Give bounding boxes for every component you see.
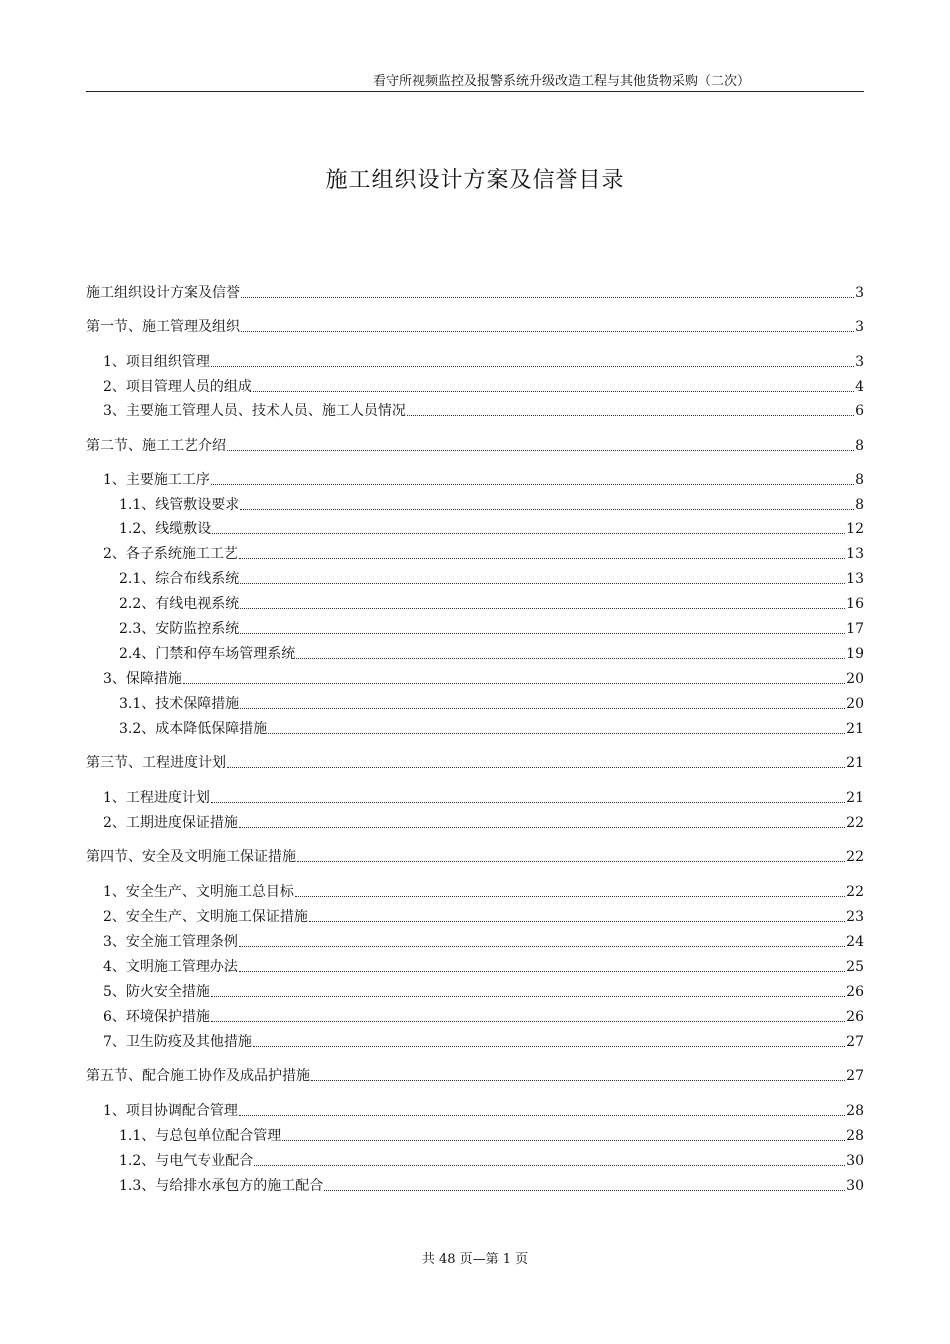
toc-entry-page-number: 3: [855, 354, 864, 370]
toc-entry[interactable]: [86, 669, 864, 689]
toc-entry-page-number: 27: [846, 1034, 864, 1050]
toc-entry-label: 3、安全施工管理条例: [103, 934, 238, 950]
page-footer: 共 48 页—第 1 页: [421, 1252, 529, 1267]
toc-entry-label: 6、环境保护措施: [103, 1009, 210, 1025]
toc-entry-label: 2.4、门禁和停车场管理系统: [119, 646, 296, 662]
toc-entry-page-number: 3: [855, 319, 864, 335]
toc-entry-page-number: 13: [846, 546, 864, 562]
toc-entry-label: 1.3、与给排水承包方的施工配合: [119, 1178, 324, 1194]
toc-entry-page-number: 17: [846, 621, 864, 637]
toc-entry[interactable]: [86, 436, 864, 456]
toc-entry[interactable]: [86, 1101, 864, 1121]
toc-entry-label: 2.2、有线电视系统: [119, 596, 240, 612]
toc-entry[interactable]: [86, 401, 864, 421]
toc-leader-dots: [241, 297, 854, 298]
toc-entry-label: 3.2、成本降低保障措施: [119, 721, 268, 737]
toc-entry[interactable]: [86, 283, 864, 303]
toc-entry-page-number: 30: [846, 1153, 864, 1169]
toc-entry-label: 7、卫生防疫及其他措施: [103, 1034, 252, 1050]
toc-leader-dots: [211, 366, 854, 367]
toc-entry[interactable]: [86, 644, 864, 664]
toc-leader-dots: [211, 484, 854, 485]
toc-entry-label: 2、工期进度保证措施: [103, 815, 238, 831]
toc-leader-dots: [239, 827, 845, 828]
toc-entry-label: 5、防火安全措施: [103, 984, 210, 1000]
toc-entry[interactable]: [86, 317, 864, 337]
toc-leader-dots: [297, 861, 845, 862]
toc-entry[interactable]: [86, 1007, 864, 1027]
toc-entry-page-number: 23: [846, 909, 864, 925]
toc-entry-page-number: 16: [846, 596, 864, 612]
toc-entry[interactable]: [86, 569, 864, 589]
toc-leader-dots: [240, 633, 845, 634]
toc-leader-dots: [309, 921, 845, 922]
toc-entry-label: 施工组织设计方案及信誉: [86, 285, 240, 301]
toc-entry[interactable]: [86, 1151, 864, 1171]
toc-leader-dots: [268, 733, 845, 734]
toc-leader-dots: [211, 996, 845, 997]
toc-entry-label: 2、项目管理人员的组成: [103, 379, 252, 395]
toc-leader-dots: [253, 391, 854, 392]
toc-entry-page-number: 24: [846, 934, 864, 950]
toc-leader-dots: [241, 331, 854, 332]
toc-entry[interactable]: [86, 377, 864, 397]
toc-entry-label: 第一节、施工管理及组织: [86, 319, 240, 335]
toc-leader-dots: [212, 533, 845, 534]
toc-leader-dots: [239, 946, 845, 947]
toc-leader-dots: [239, 971, 845, 972]
toc-entry-label: 3、主要施工管理人员、技术人员、施工人员情况: [103, 403, 406, 419]
toc-entry[interactable]: [86, 495, 864, 515]
toc-leader-dots: [407, 415, 854, 416]
toc-entry-page-number: 21: [846, 790, 864, 806]
toc-entry-label: 1、安全生产、文明施工总目标: [103, 884, 294, 900]
document-title: 施工组织设计方案及信誉目录: [325, 168, 625, 193]
toc-entry[interactable]: [86, 719, 864, 739]
toc-entry-page-number: 28: [846, 1128, 864, 1144]
toc-leader-dots: [253, 1046, 845, 1047]
toc-entry[interactable]: [86, 813, 864, 833]
toc-entry[interactable]: [86, 957, 864, 977]
toc-entry[interactable]: [86, 1032, 864, 1052]
toc-entry-page-number: 8: [855, 438, 864, 454]
toc-entry-page-number: 21: [846, 721, 864, 737]
toc-leader-dots: [211, 1021, 845, 1022]
toc-entry-label: 2.1、综合布线系统: [119, 571, 240, 587]
toc-entry-label: 第五节、配合施工协作及成品护措施: [86, 1068, 310, 1084]
running-header: [86, 73, 864, 92]
toc-entry-label: 4、文明施工管理办法: [103, 959, 238, 975]
toc-entry-page-number: 20: [846, 696, 864, 712]
toc-entry-page-number: 12: [846, 521, 864, 537]
toc-entry-page-number: 4: [855, 379, 864, 395]
toc-leader-dots: [239, 558, 845, 559]
toc-entry[interactable]: [86, 352, 864, 372]
toc-entry-page-number: 8: [855, 472, 864, 488]
toc-entry-label: 2、安全生产、文明施工保证措施: [103, 909, 308, 925]
toc-entry-label: 第四节、安全及文明施工保证措施: [86, 849, 296, 865]
toc-entry-label: 3.1、技术保障措施: [119, 696, 240, 712]
toc-entry[interactable]: [86, 594, 864, 614]
toc-entry-page-number: 22: [846, 884, 864, 900]
toc-entry[interactable]: [86, 882, 864, 902]
toc-leader-dots: [240, 608, 845, 609]
toc-entry[interactable]: [86, 519, 864, 539]
toc-leader-dots: [227, 767, 845, 768]
toc-entry[interactable]: [86, 470, 864, 490]
toc-entry-page-number: 8: [855, 497, 864, 513]
toc-entry[interactable]: [86, 544, 864, 564]
toc-entry-label: 1、项目组织管理: [103, 354, 210, 370]
toc-leader-dots: [183, 683, 845, 684]
toc-entry-page-number: 3: [855, 285, 864, 301]
toc-entry-label: 第三节、工程进度计划: [86, 755, 226, 771]
toc-leader-dots: [239, 1115, 845, 1116]
toc-entry-page-number: 22: [846, 815, 864, 831]
toc-entry-page-number: 30: [846, 1178, 864, 1194]
toc-leader-dots: [296, 658, 845, 659]
toc-entry-page-number: 21: [846, 755, 864, 771]
toc-entry[interactable]: [86, 1176, 864, 1196]
toc-entry-page-number: 26: [846, 984, 864, 1000]
toc-entry-page-number: 27: [846, 1068, 864, 1084]
toc-entry[interactable]: [86, 932, 864, 952]
toc-entry[interactable]: [86, 619, 864, 639]
toc-leader-dots: [324, 1190, 845, 1191]
toc-entry[interactable]: [86, 788, 864, 808]
toc-leader-dots: [240, 509, 854, 510]
toc-leader-dots: [311, 1080, 845, 1081]
toc-entry[interactable]: [86, 847, 864, 867]
toc-entry-page-number: 13: [846, 571, 864, 587]
toc-leader-dots: [240, 583, 845, 584]
toc-entry-label: 1、工程进度计划: [103, 790, 210, 806]
toc-leader-dots: [282, 1140, 845, 1141]
toc-entry-page-number: 19: [846, 646, 864, 662]
toc-entry-label: 2.3、安防监控系统: [119, 621, 240, 637]
toc-leader-dots: [240, 708, 845, 709]
toc-entry-label: 1.2、线缆敷设: [119, 521, 212, 537]
toc-entry-label: 1、项目协调配合管理: [103, 1103, 238, 1119]
toc-leader-dots: [254, 1165, 845, 1166]
header-text: 看守所视频监控及报警系统升级改造工程与其他货物采购（二次）: [372, 74, 750, 89]
toc-entry[interactable]: [86, 982, 864, 1002]
toc-entry-label: 1、主要施工工序: [103, 472, 210, 488]
toc-leader-dots: [211, 802, 845, 803]
toc-entry-page-number: 25: [846, 959, 864, 975]
toc-entry[interactable]: [86, 1066, 864, 1086]
toc-entry[interactable]: [86, 694, 864, 714]
toc-entry-page-number: 6: [855, 403, 864, 419]
toc-entry-page-number: 22: [846, 849, 864, 865]
toc-leader-dots: [295, 896, 845, 897]
toc-entry-page-number: 28: [846, 1103, 864, 1119]
toc-entry-page-number: 20: [846, 671, 864, 687]
toc-entry[interactable]: [86, 1126, 864, 1146]
toc-leader-dots: [227, 450, 854, 451]
toc-entry-page-number: 26: [846, 1009, 864, 1025]
toc-entry[interactable]: [86, 753, 864, 773]
toc-entry-label: 1.1、与总包单位配合管理: [119, 1128, 282, 1144]
toc-entry[interactable]: [86, 907, 864, 927]
toc-entry-label: 2、各子系统施工工艺: [103, 546, 238, 562]
toc-entry-label: 1.1、线管敷设要求: [119, 497, 240, 513]
toc-entry-label: 第二节、施工工艺介绍: [86, 438, 226, 454]
toc-entry-label: 1.2、与电气专业配合: [119, 1153, 254, 1169]
toc-entry-label: 3、保障措施: [103, 671, 182, 687]
